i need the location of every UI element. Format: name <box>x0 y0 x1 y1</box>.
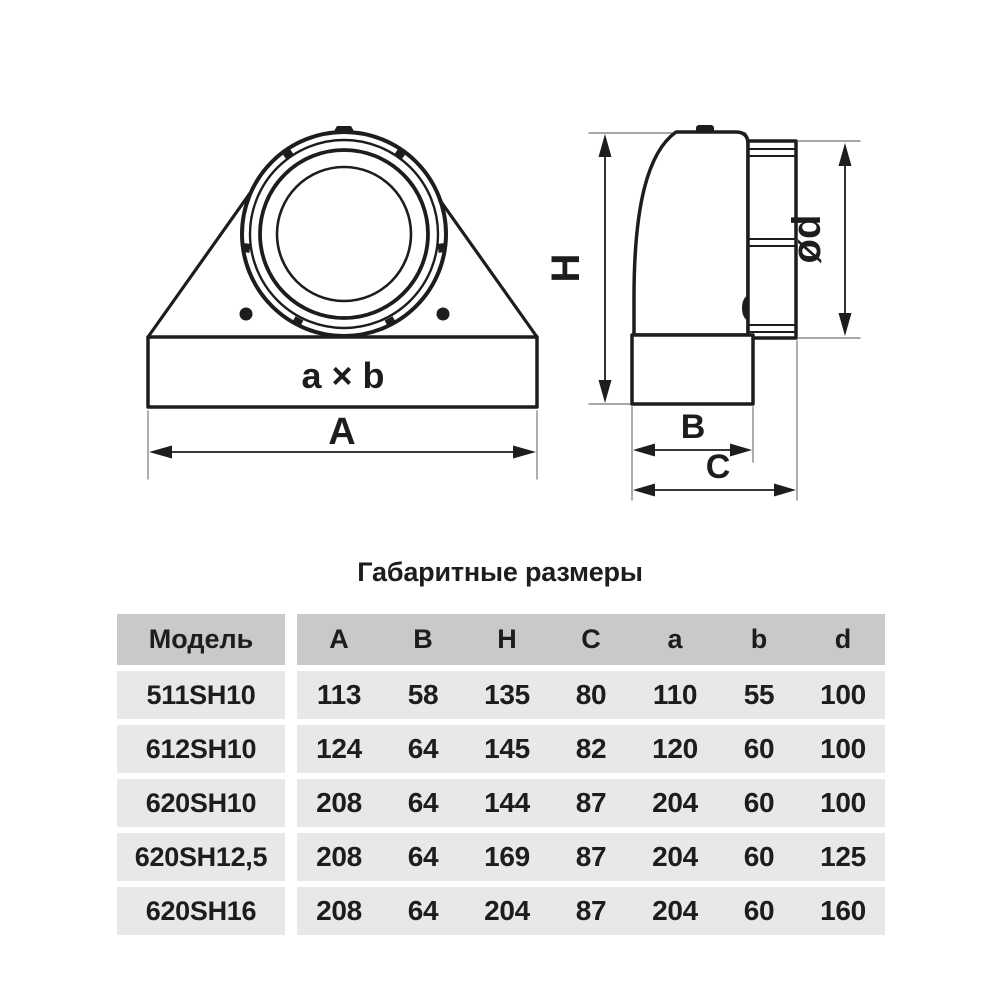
table-row <box>117 779 885 827</box>
dim-diameter-label: ød <box>785 214 829 264</box>
model-cell: 620SH12,5 <box>117 833 285 881</box>
table-row <box>117 671 885 719</box>
row-data-cells <box>297 887 885 935</box>
dimensions-table <box>117 614 885 935</box>
dim-H-label: H <box>544 253 588 283</box>
value-cell: 100 <box>820 679 866 710</box>
elbow-body <box>634 132 748 335</box>
value-cell: 208 <box>316 787 362 818</box>
header-cell-model: Модель <box>117 614 285 665</box>
value-cell: 60 <box>743 733 775 764</box>
value-cell: 87 <box>575 841 607 872</box>
value-cell: 64 <box>407 733 439 764</box>
value-cell: 208 <box>316 895 362 926</box>
value-cell: 58 <box>407 679 439 710</box>
value-cell: 64 <box>407 895 439 926</box>
value-cell: 87 <box>575 895 607 926</box>
value-cell: 120 <box>652 733 698 764</box>
header-cell: B <box>413 624 433 654</box>
header-data-cells <box>297 614 885 665</box>
dim-A-label: A <box>328 411 356 453</box>
value-cell: 60 <box>743 841 775 872</box>
value-cell: 100 <box>820 733 866 764</box>
value-cell: 60 <box>743 787 775 818</box>
header-cell: A <box>329 624 349 654</box>
table-row <box>117 725 885 773</box>
value-cell: 204 <box>652 895 698 926</box>
value-cell: 55 <box>743 679 775 710</box>
model-cell: 620SH10 <box>117 779 285 827</box>
value-cell: 169 <box>484 841 530 872</box>
screw-right <box>437 308 450 321</box>
front-view <box>148 126 537 479</box>
duct-section-label: a × b <box>301 355 385 396</box>
dim-H <box>544 134 612 403</box>
value-cell: 125 <box>820 841 866 872</box>
side-view <box>544 125 860 500</box>
top-clip <box>333 126 355 133</box>
model-cell: 511SH10 <box>117 671 285 719</box>
value-cell: 60 <box>743 895 775 926</box>
value-cell: 64 <box>407 841 439 872</box>
row-data-cells <box>297 725 885 773</box>
value-cell: 160 <box>820 895 866 926</box>
header-cell: d <box>834 624 852 654</box>
value-cell: 204 <box>484 895 530 926</box>
row-data-cells <box>297 671 885 719</box>
value-cell: 145 <box>484 733 530 764</box>
value-cell: 113 <box>316 679 362 710</box>
row-data-cells <box>297 779 885 827</box>
value-cell: 144 <box>484 787 530 818</box>
value-cell: 80 <box>575 679 607 710</box>
flange-outer-ring <box>242 132 446 336</box>
value-cell: 64 <box>407 787 439 818</box>
dim-B-label: B <box>680 408 706 446</box>
header-cell: a <box>667 624 683 654</box>
dim-A <box>148 411 537 479</box>
screw-left <box>240 308 253 321</box>
header-cell: C <box>581 624 601 654</box>
value-cell: 204 <box>652 787 698 818</box>
value-cell: 110 <box>652 679 698 710</box>
model-cell: 620SH16 <box>117 887 285 935</box>
header-cell: H <box>497 624 517 654</box>
side-base <box>632 335 753 404</box>
value-cell: 124 <box>316 733 362 764</box>
value-cell: 87 <box>575 787 607 818</box>
value-cell: 208 <box>316 841 362 872</box>
header-cell: b <box>750 624 768 654</box>
model-cell: 612SH10 <box>117 725 285 773</box>
table-header-row <box>117 614 885 665</box>
dim-C-label: C <box>705 448 731 486</box>
value-cell: 82 <box>575 733 607 764</box>
row-data-cells <box>297 833 885 881</box>
value-cell: 100 <box>820 787 866 818</box>
value-cell: 204 <box>652 841 698 872</box>
section-title: Габаритные размеры <box>357 557 643 587</box>
side-top-clip <box>696 125 714 133</box>
table-row <box>117 833 885 881</box>
table-row <box>117 887 885 935</box>
value-cell: 135 <box>484 679 530 710</box>
